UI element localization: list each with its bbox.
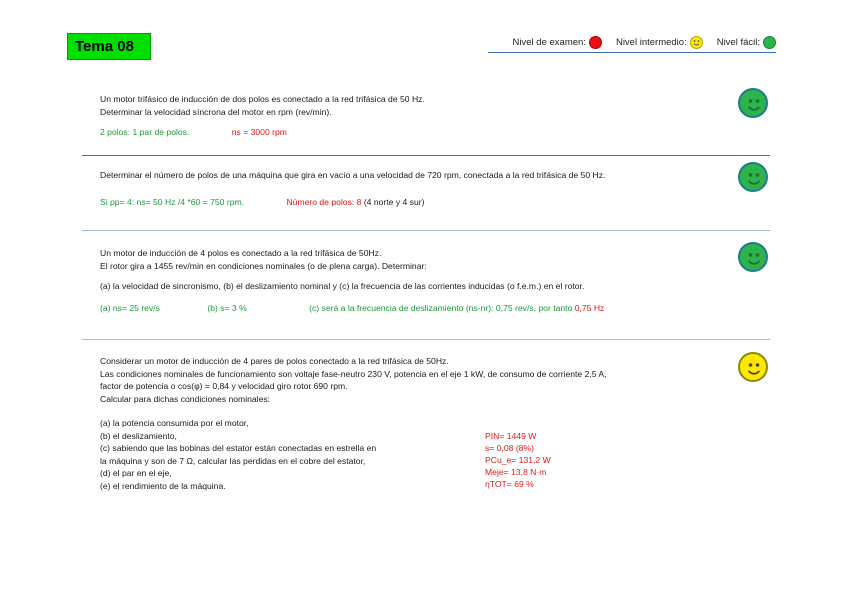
q4-item: (d) el par en el eje, [100, 468, 172, 478]
q4-item: (b) el deslizamiento, [100, 430, 177, 441]
yellow-smiley-icon [738, 352, 768, 382]
divider [82, 339, 770, 340]
q3-line2: El rotor gira a 1455 rev/min en condiciones nominales (o de plena carga). Determinar: [100, 260, 427, 271]
yellow-smiley-icon [690, 36, 703, 49]
difficulty-legend [505, 36, 776, 49]
green-smiley-icon [738, 88, 768, 118]
legend-exam-label: Nivel de examen: [512, 37, 586, 48]
q1-line1: Un motor trifásico de inducción de dos polos es conectado a la red trifásica de 50 Hz. [100, 94, 425, 104]
green-dot-icon [763, 36, 776, 49]
q2-answer-red: Número de polos: 8 [286, 196, 362, 207]
red-dot-icon [589, 36, 602, 49]
legend-easy [717, 36, 776, 49]
q3-answer-a: (a) ns= 25 rev/s [100, 302, 160, 313]
header-divider [488, 52, 776, 53]
question-1 [100, 93, 710, 139]
q1-line2: Determinar la velocidad síncrona del motor en rpm (rev/min). [100, 106, 332, 117]
q2-answer-green: Si pp= 4: ns= 50 Hz /4 *60 = 750 rpm. [100, 196, 245, 207]
q4-answer: Meje= 13,8 N·m [485, 467, 547, 477]
q4-item: (e) el rendimiento de la máquina. [100, 480, 226, 491]
q3-line1: Un motor de inducción de 4 polos es conectado a la red trifásica de 50Hz. [100, 248, 382, 258]
legend-intermediate [616, 36, 703, 49]
legend-easy-label: Nivel fácil: [716, 37, 760, 48]
q4-item: la máquina y son de 7 Ω, calcular las perdidas en el cobre del estator, [100, 455, 366, 466]
q4-answer: s= 0,08 (8%) [485, 443, 534, 453]
q4-answer: PIN= 1449 W [485, 431, 537, 441]
q2-answer-black: (4 norte y 4 sur) [361, 196, 425, 207]
divider [82, 230, 770, 231]
question-3 [100, 247, 710, 314]
divider [82, 155, 770, 156]
q2-line1: Determinar el número de polos de una máquina que gira en vacío a una velocidad de 720 rpm, conectada a la red trifásica de 50 Hz. [100, 170, 606, 180]
question-2 [100, 169, 710, 208]
green-smiley-icon [738, 162, 768, 192]
q3-answer-c-red: 0,75 Hz [572, 302, 605, 313]
q3-answer-c: (c) será a la frecuencia de deslizamiento (ns-nr): 0,75 rev/s, por tanto [309, 302, 573, 313]
q4-line2: Las condiciones nominales de funcionamiento son voltaje fase-neutro 230 V, potencia en el eje 1 kW, de consumo de corriente 2,5 A, [100, 368, 607, 379]
q4-line4: Calcular para dichas condiciones nominales: [100, 393, 271, 404]
q4-line1: Considerar un motor de inducción de 4 pares de polos conectado a la red trifásica de 50Hz. [100, 356, 449, 366]
q4-item: (a) la potencia consumida por el motor, [100, 418, 249, 428]
q3-line3: (a) la velocidad de sincronismo, (b) el deslizamiento nominal y (c) la frecuencia de las corrientes inducidas (o f.e.m.) en el rotor. [100, 281, 585, 291]
question-4 [100, 355, 710, 492]
q1-answer-green: 2 polos: 1 par de polos. [100, 127, 190, 137]
q4-item: (c) sabiendo que las bobinas del estator están conectadas en estrella en [100, 443, 377, 453]
legend-exam [513, 36, 602, 49]
page-title: Tema 08 [67, 33, 151, 60]
q4-line3: factor de potencia o cos(φ) = 0,84 y velocidad giro rotor 690 rpm. [100, 381, 348, 391]
legend-intermediate-label: Nivel intermedio: [615, 37, 687, 48]
q4-items [100, 417, 710, 492]
q3-answer-b: (b) s= 3 % [207, 302, 247, 313]
q1-answer-red: ns = 3000 rpm [231, 127, 287, 137]
green-smiley-icon [738, 242, 768, 272]
q4-answer: ηTOT= 69 % [485, 479, 534, 489]
q4-answers [485, 430, 551, 490]
q4-answer: PCu_e= 131,2 W [485, 455, 551, 465]
